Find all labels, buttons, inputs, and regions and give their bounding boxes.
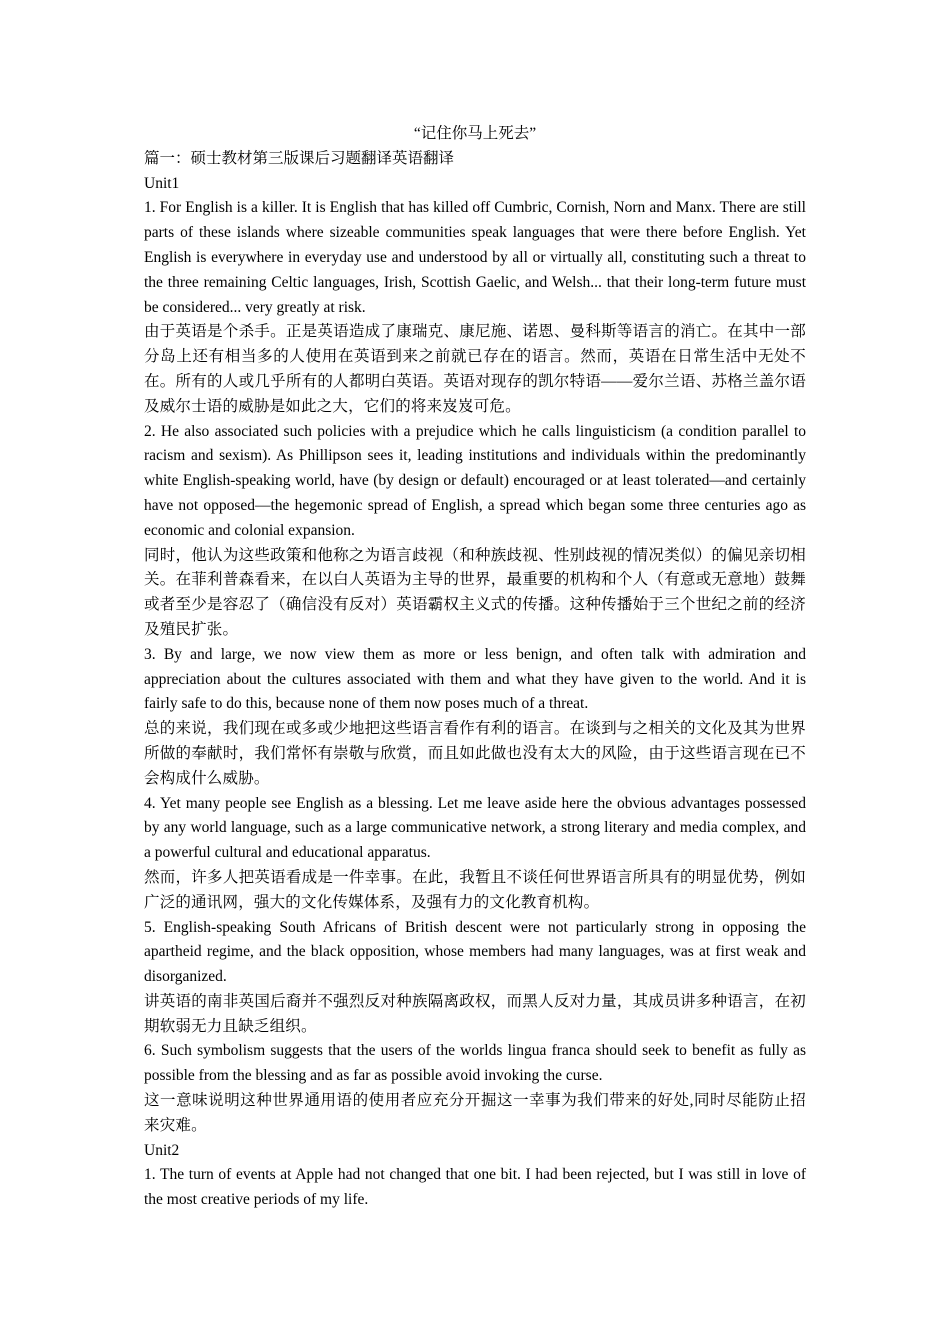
chinese-translation-5: 讲英语的南非英国后裔并不强烈反对种族隔离政权，而黑人反对力量，其成员讲多种语言，在初期软弱无力且缺乏组织。 [144,992,806,1035]
chinese-translation-3: 总的来说，我们现在或多或少地把这些语言看作有利的语言。在谈到与之相关的文化及其为世界所做的奉献时，我们常怀有崇敬与欣赏，而且如此做也没有太大的风险，由于这些语言现在已不会构成什么威胁。 [144,720,806,787]
chinese-translation-4: 然而，许多人把英语看成是一件幸事。在此，我暂且不谈任何世界语言所具有的明显优势，例如广泛的通讯网，强大的文化传媒体系，及强有力的文化教育机构。 [144,868,806,911]
english-paragraph-6: 6. Such symbolism suggests that the users of the worlds lingua franca should seek to benefit as fully as possible from the blessing and as far as possible avoid invoking the curse. [144,1042,806,1085]
english-paragraph-4: 4. Yet many people see English as a blessing. Let me leave aside here the obvious advantages possessed by any world language, such as a large communicative network, a strong literary and media complex, and a powerful cultural and educational apparatus. [144,794,806,862]
unit-heading: Unit2 [144,1141,180,1159]
chinese-translation-6: 这一意味说明这种世界通用语的使用者应充分开掘这一幸事为我们带来的好处,同时尽能防止招来灾难。 [144,1092,806,1134]
document-page [144,122,806,1213]
english-paragraph-3: 3. By and large, we now view them as more or less benign, and often talk with admiration and appreciation about the cultures associated with them and what they have given to the world. And it is fairly safe to do this, because none of them now poses much of a threat. [144,645,806,713]
document-title: “记住你马上死去” [413,125,537,142]
english-paragraph-5: 5. English-speaking South Africans of British descent were not particularly strong in opposing the apartheid regime, and the black opposition, whose members had many languages, was at first weak and disorganized. [144,918,806,986]
unit-heading: Unit1 [144,174,180,192]
english-paragraph-1: 1. For English is a killer. It is English that has killed off Cumbric, Cornish, Norn and Manx. There are still parts of these islands where sizeable communities speak languages that were there before English. Yet English is everywhere in everyday use and understood by all or virtually all, constituting such a threat to the three remaining Celtic languages, Irish, Scottish Gaelic, and Welsh... that their long-term future must be considered... very greatly at risk. [144,199,806,316]
chinese-translation-2: 同时，他认为这些政策和他称之为语言歧视（和种族歧视、性别歧视的情况类似）的偏见亲切相关。在菲利普森看来，在以白人英语为主导的世界，最重要的机构和个人（有意或无意地）鼓舞或者至少是容忍了（确信没有反对）英语霸权主义式的传播。这种传播始于三个世纪之前的经济及殖民扩张。 [144,546,806,638]
chinese-translation-1: 由于英语是个杀手。正是英语造成了康瑞克、康尼施、诺恩、曼科斯等语言的消亡。在其中一部分岛上还有相当多的人使用在英语到来之前就已存在的语言。然而，英语在日常生活中无处不在。所有的人或几乎所有的人都明白英语。英语对现存的凯尔特语——爱尔兰语、苏格兰盖尔语及威尔士语的威胁是如此之大，它们的将来岌岌可危。 [144,323,806,415]
english-paragraph-2: 2. He also associated such policies with a prejudice which he calls linguisticism (a condition parallel to racism and sexism). As Phillipson sees it, leading institutions and individuals within the predominantly white English-speaking world, have (by design or default) encouraged or at least tolerated—and certainly have not opposed—the hegemonic spread of English, a spread which began some three centuries ago as economic and colonial expansion. [144,422,806,539]
document-subtitle: 篇一：硕士教材第三版课后习题翻译英语翻译 [144,149,455,167]
english-paragraph-unit2-1: 1. The turn of events at Apple had not changed that one bit. I had been rejected, but I was still in love of the most creative periods of my life. [144,1166,806,1209]
